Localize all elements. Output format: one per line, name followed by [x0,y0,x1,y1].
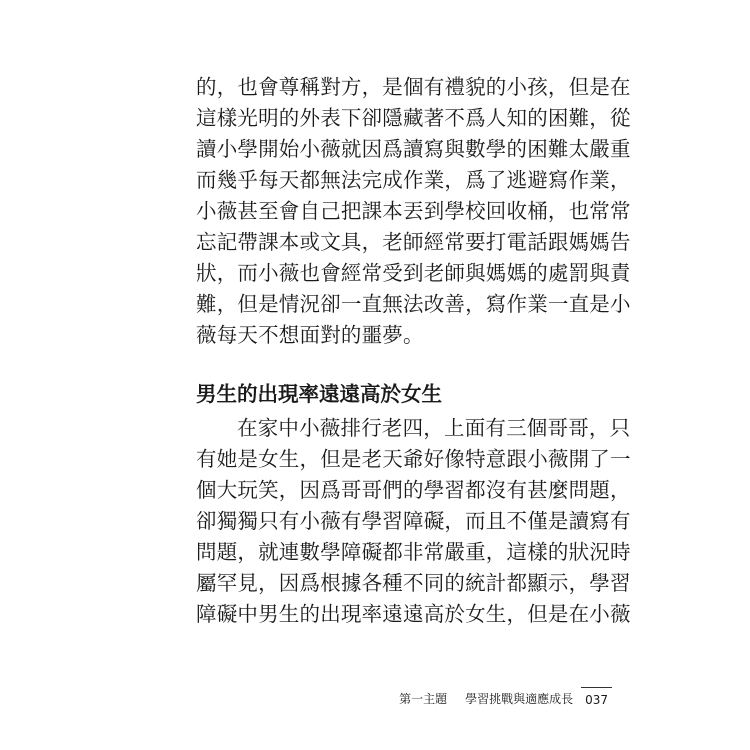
footer-title: 學習挑戰與適應成長 [465,692,574,706]
running-footer [399,690,608,707]
text-line: 難，但是情況卻一直無法改善，寫作業一直是小 [196,292,631,316]
section-heading: 男生的出現率遠遠高於女生 [196,382,442,406]
text-line: 障礙中男生的出現率遠遠高於女生，但是在小薇 [196,602,631,626]
text-line: 的，也會尊稱對方，是個有禮貌的小孩，但是在 [196,75,631,99]
text-line: 而幾乎每天都無法完成作業，爲了逃避寫作業， [196,168,631,192]
text-line: 有她是女生，但是老天爺好像特意跟小薇開了一 [196,447,631,471]
body-paragraph-1 [196,72,631,351]
text-line: 薇每天不想面對的噩夢。 [196,323,424,347]
text-line: 忘記帶課本或文具，老師經常要打電話跟媽媽告 [196,230,631,254]
text-line: 問題，就連數學障礙都非常嚴重，這樣的狀況時 [196,540,631,564]
text-line: 屬罕見，因爲根據各種不同的統計都顯示，學習 [196,571,631,595]
text-line: 個大玩笑，因爲哥哥們的學習都沒有甚麼問題， [196,478,631,502]
text-line: 這樣光明的外表下卻隱藏著不爲人知的困難，從 [196,106,631,130]
page-number: 037 [585,693,608,707]
text-line: 卻獨獨只有小薇有學習障礙，而且不僅是讀寫有 [196,509,631,533]
text-line: 讀小學開始小薇就因爲讀寫與數學的困難太嚴重 [196,137,631,161]
footer-chapter: 第一主題 [399,692,448,706]
text-line: 在家中小薇排行老四，上面有三個哥哥，只 [237,416,631,440]
body-paragraph-2 [196,413,631,630]
text-line: 小薇甚至會自己把課本丟到學校回收桶，也常常 [196,199,631,223]
text-line: 狀，而小薇也會經常受到老師與媽媽的處罰與責 [196,261,631,285]
